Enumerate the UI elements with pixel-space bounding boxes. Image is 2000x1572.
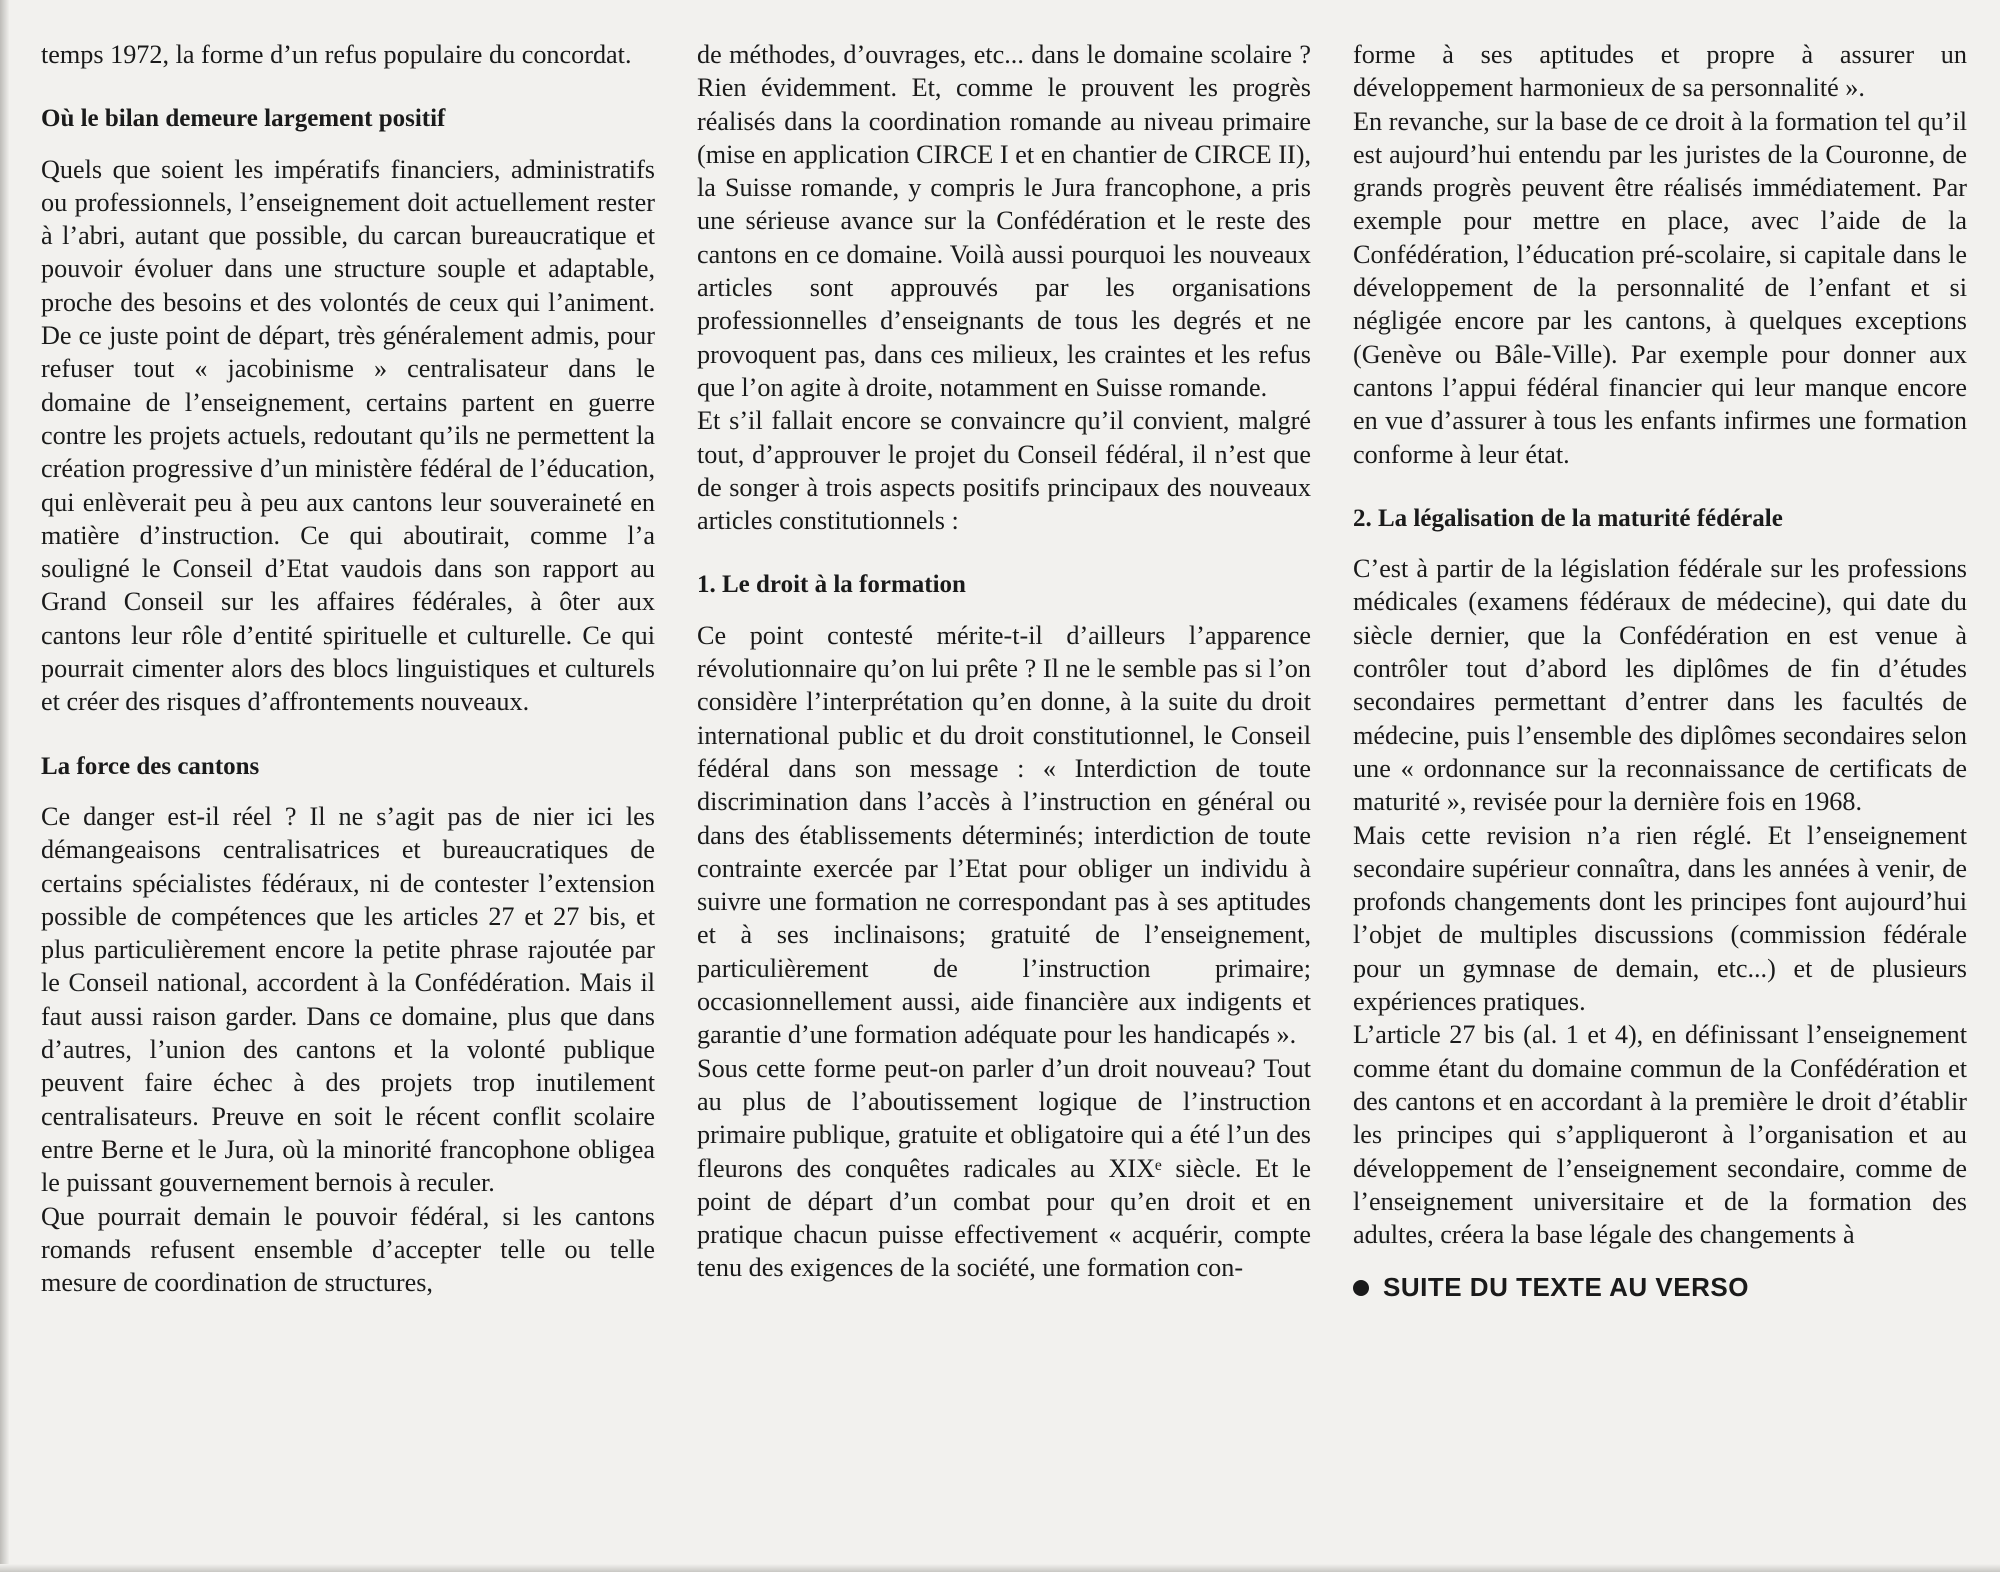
page-bottom-edge bbox=[0, 1564, 2000, 1572]
continuation-label: SUITE DU TEXTE AU VERSO bbox=[1383, 1272, 1749, 1303]
section-heading: La force des cantons bbox=[41, 752, 260, 780]
paragraph: temps 1972, la forme d’un refus populaire du concordat. bbox=[41, 40, 632, 69]
paragraph: Ce point contesté mérite-t-il d’ailleurs l’apparence révolutionnaire qu’on lui prête ? Il ne le semble pas si l’on considère l’interprétation qu’en donne, à la suite du droit international public et du droit constitutionnel, le Conseil fédéral dans son message : « Interdiction de toute discrimination dans l’accès à l’instruction en général ou dans des établissements déterminés; interdiction de toute contrainte exercée par l’Etat pour obliger un individu à suivre une formation ne correspondant pas à ses aptitudes et à ses inclinaisons; gratuité de l’enseignement, particulièrement de l’instruction primaire; occasionnellement aussi, aide financière aux indigents et garantie d’une formation adéquate pour les handicapés ». bbox=[697, 620, 1311, 1050]
bullet-icon bbox=[1353, 1280, 1369, 1296]
paragraph: En revanche, sur la base de ce droit à la formation tel qu’il est aujourd’hui entendu par les juristes de la Couronne, de grands progrès peuvent être réalisés immédiatement. Par exemple pour mettre en place, avec l’aide de la Confédération, l’éducation pré-scolaire, si capitale dans le développement de la personnalité de l’enfant et si négligée encore par les cantons, à quelques exceptions (Genève ou Bâle-Ville). Par exemple pour donner aux cantons l’appui fédéral financier qui leur manque encore en vue d’assurer à tous les enfants infirmes une formation conforme à leur état. bbox=[1353, 106, 1967, 469]
paragraph: Quels que soient les impératifs financiers, administratifs ou professionnels, l’enseignement doit actuellement rester à l’abri, autant que possible, du carcan bureaucratique et pouvoir évoluer dans une structure souple et adaptable, proche des besoins et des volontés de ceux qui l’animent. De ce juste point de départ, très généralement admis, pour refuser tout « jacobinisme » centralisateur dans le domaine de l’enseignement, certains partent en guerre contre les projets actuels, redoutant qu’ils ne permettent la création progressive d’un ministère fédéral de l’éducation, qui enlèverait peu à peu aux cantons leur souveraineté en matière d’instruction. Ce qui aboutirait, comme l’a souligné le Conseil d’Etat vaudois dans son rapport au Grand Conseil sur les affaires fédérales, à ôter aux cantons leur rôle d’entité spirituelle et culturelle. Ce qui pourrait cimenter alors des blocs linguistiques et culturels et créer des risques d’affrontements nouveaux. bbox=[41, 154, 655, 717]
continuation-notice bbox=[1353, 1271, 1967, 1304]
paragraph: C’est à partir de la législation fédérale sur les professions médicales (examens fédéraux de médecine), qui date du siècle dernier, que la Confédération en est venue à contrôler tout d’abord les diplômes de fin d’études secondaires permettant d’entrer dans les facultés de médecine, puis l’ensemble des diplômes secondaires selon une « ordonnance sur la reconnaissance de certificats de maturité », revisée pour la dernière fois en 1968. bbox=[1353, 554, 1967, 817]
paragraph: Que pourrait demain le pouvoir fédéral, si les cantons romands refusent ensemble d’accepter telle ou telle mesure de coordination de structures, bbox=[41, 1201, 655, 1298]
section-heading: Où le bilan demeure largement positif bbox=[41, 105, 446, 133]
paragraph: Et s’il fallait encore se convaincre qu’il convient, malgré tout, d’approuver le projet du Conseil fédéral, il n’est que de songer à trois aspects positifs principaux des nouveaux articles constitutionnels : bbox=[697, 406, 1311, 536]
paragraph: forme à ses aptitudes et propre à assurer un développement harmonieux de sa personnalité ». bbox=[1353, 40, 1967, 103]
text-column-2 bbox=[697, 38, 1311, 1572]
section-heading: 2. La légalisation de la maturité fédérale bbox=[1353, 504, 1783, 532]
text-column-1 bbox=[41, 38, 655, 1572]
section-heading: 1. Le droit à la formation bbox=[697, 571, 966, 599]
paragraph: Mais cette revision n’a rien réglé. Et l’enseignement secondaire supérieur connaîtra, dans les années à venir, de profonds changements dont les principes font aujourd’hui l’objet de multiples discussions (commission fédérale pour un gymnase de demain, etc...) et de plusieurs expériences pratiques. bbox=[1353, 820, 1967, 1017]
text-column-3 bbox=[1353, 38, 1967, 1572]
paragraph: de méthodes, d’ouvrages, etc... dans le domaine scolaire ? Rien évidemment. Et, comme le prouvent les progrès réalisés dans la coordination romande au niveau primaire (mise en application CIRCE I et en chantier de CIRCE II), la Suisse romande, y compris le Jura francophone, a pris une sérieuse avance sur la Confédération et le reste des cantons en ce domaine. Voilà aussi pourquoi les nouveaux articles sont approuvés par les organisations professionnelles d’enseignants de tous les degrés et ne provoquent pas, dans ces milieux, les craintes et les refus que l’on agite à droite, notamment en Suisse romande. bbox=[697, 40, 1311, 402]
page-left-edge bbox=[0, 0, 9, 1572]
paragraph: L’article 27 bis (al. 1 et 4), en définissant l’enseignement comme étant du domaine commun de la Confédération et des cantons et en accordant à la première le droit d’établir les principes qui s’appliqueront à l’organisation et au développement de l’enseignement secondaire, comme de l’enseignement universitaire et de la formation des adultes, créera la base légale des changements à bbox=[1353, 1020, 1967, 1250]
paragraph: Ce danger est-il réel ? Il ne s’agit pas de nier ici les démangeaisons centralisatrices et bureaucratiques de certains spécialistes fédéraux, ni de contester l’extension possible de compétences que les articles 27 et 27 bis, et plus particulièrement encore la petite phrase rajoutée par le Conseil national, accordent à la Confédération. Mais il faut aussi raison garder. Dans ce domaine, plus que dans d’autres, l’union des cantons et la volonté publique peuvent faire échec à des projets trop inutilement centralisateurs. Preuve en soit le récent conflit scolaire entre Berne et le Jura, où la minorité francophone obligea le puissant gouvernement bernois à reculer. bbox=[41, 801, 655, 1198]
paragraph: Sous cette forme peut-on parler d’un droit nouveau? Tout au plus de l’aboutissement logique de l’instruction primaire publique, gratuite et obligatoire qui a été l’un des fleurons des conquêtes radicales au XIXᵉ siècle. Et le point de départ d’un combat pour qu’en droit et en pratique chacun puisse effectivement « acquérir, compte tenu des exigences de la société, une formation con- bbox=[697, 1053, 1311, 1283]
